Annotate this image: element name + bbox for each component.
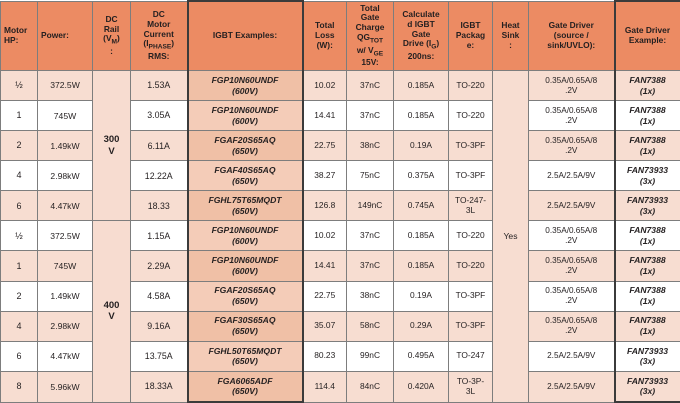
column-header-gate-drive-current: Calculate d IGBT Gate Drive $(I_G)$ 200ns: [394, 1, 449, 71]
cell-power: 2.98kW [38, 161, 93, 191]
cell-motor-hp: 2 [1, 131, 38, 161]
cell-total-loss: 80.23 [303, 341, 347, 371]
cell-igbt-package: TO-220 [449, 251, 493, 281]
cell-total-loss: 14.41 [303, 101, 347, 131]
cell-gate-driver-example: FAN7388 (1x) [615, 101, 680, 131]
cell-total-gate-charge: 149nC [347, 191, 394, 221]
cell-motor-hp: 8 [1, 371, 38, 402]
cell-gate-driver-example: FAN7388 (1x) [615, 131, 680, 161]
cell-motor-hp: 6 [1, 341, 38, 371]
cell-power: 4.47kW [38, 191, 93, 221]
cell-igbt-example: FGA6065ADF (650V) [188, 371, 303, 402]
cell-gate-driver-example: FAN73933 (3x) [615, 191, 680, 221]
cell-gate-driver: 2.5A/2.5A/9V [529, 191, 615, 221]
cell-total-loss: 14.41 [303, 251, 347, 281]
cell-gate-driver-example: FAN73933 (3x) [615, 341, 680, 371]
table-row [1, 71, 680, 101]
cell-gate-driver: 0.35A/0.65A/8 .2V [529, 281, 615, 311]
cell-total-loss: 126.8 [303, 191, 347, 221]
cell-gate-drive-current: 0.420A [394, 371, 449, 402]
table-body [1, 71, 680, 403]
cell-total-gate-charge: 38nC [347, 281, 394, 311]
cell-igbt-package: TO-3PF [449, 131, 493, 161]
cell-dc-motor-current: 1.53A [131, 71, 188, 101]
cell-igbt-package: TO-220 [449, 221, 493, 251]
cell-igbt-package: TO-3P- 3L [449, 371, 493, 402]
cell-gate-drive-current: 0.19A [394, 131, 449, 161]
cell-gate-driver-example: FAN7388 (1x) [615, 71, 680, 101]
cell-igbt-example: FGAF20S65AQ (650V) [188, 131, 303, 161]
cell-power: 5.96kW [38, 371, 93, 402]
cell-gate-drive-current: 0.375A [394, 161, 449, 191]
cell-igbt-example: FGAF30S65AQ (650V) [188, 311, 303, 341]
column-header-motor-hp: Motor HP: [1, 1, 38, 71]
cell-dc-motor-current: 1.15A [131, 221, 188, 251]
cell-total-gate-charge: 38nC [347, 131, 394, 161]
cell-gate-driver-example: FAN7388 (1x) [615, 311, 680, 341]
column-header-gate-driver-example: Gate Driver Example: [615, 1, 680, 71]
column-header-dc-rail: DC Rail $(V_M)$ : [93, 1, 131, 71]
cell-igbt-example: FGP10N60UNDF (600V) [188, 101, 303, 131]
cell-dc-motor-current: 3.05A [131, 101, 188, 131]
column-header-igbt-examples: IGBT Examples: [188, 1, 303, 71]
cell-total-loss: 114.4 [303, 371, 347, 402]
column-header-power: Power: [38, 1, 93, 71]
cell-power: 2.98kW [38, 311, 93, 341]
cell-gate-driver: 2.5A/2.5A/9V [529, 341, 615, 371]
column-header-total-loss: Total Loss (W): [303, 1, 347, 71]
cell-motor-hp: 6 [1, 191, 38, 221]
cell-dc-motor-current: 4.58A [131, 281, 188, 311]
cell-igbt-example: FGHL75T65MQDT (650V) [188, 191, 303, 221]
cell-igbt-example: FGP10N60UNDF (600V) [188, 251, 303, 281]
cell-igbt-example: FGP10N60UNDF (600V) [188, 71, 303, 101]
column-header-igbt-package: IGBT Packag e: [449, 1, 493, 71]
cell-gate-driver: 0.35A/0.65A/8 .2V [529, 101, 615, 131]
cell-gate-driver: 2.5A/2.5A/9V [529, 371, 615, 402]
cell-igbt-example: FGAF40S65AQ (650V) [188, 161, 303, 191]
cell-motor-hp: 1 [1, 251, 38, 281]
cell-total-gate-charge: 37nC [347, 221, 394, 251]
cell-dc-motor-current: 12.22A [131, 161, 188, 191]
cell-total-loss: 35.07 [303, 311, 347, 341]
cell-gate-drive-current: 0.185A [394, 251, 449, 281]
cell-heat-sink: Yes [493, 71, 529, 403]
cell-total-gate-charge: 84nC [347, 371, 394, 402]
cell-total-loss: 10.02 [303, 221, 347, 251]
cell-gate-drive-current: 0.745A [394, 191, 449, 221]
cell-gate-drive-current: 0.185A [394, 71, 449, 101]
cell-igbt-package: TO-3PF [449, 161, 493, 191]
cell-total-loss: 22.75 [303, 131, 347, 161]
cell-igbt-example: FGP10N60UNDF (600V) [188, 221, 303, 251]
cell-motor-hp: 2 [1, 281, 38, 311]
cell-gate-drive-current: 0.185A [394, 221, 449, 251]
cell-igbt-package: TO-3PF [449, 311, 493, 341]
cell-total-loss: 22.75 [303, 281, 347, 311]
cell-total-loss: 38.27 [303, 161, 347, 191]
cell-gate-driver: 0.35A/0.65A/8 .2V [529, 131, 615, 161]
cell-power: 745W [38, 251, 93, 281]
cell-dc-motor-current: 13.75A [131, 341, 188, 371]
cell-dc-motor-current: 18.33 [131, 191, 188, 221]
cell-igbt-package: TO-247- 3L [449, 191, 493, 221]
cell-power: 372.5W [38, 221, 93, 251]
cell-gate-driver-example: FAN7388 (1x) [615, 281, 680, 311]
cell-motor-hp: 1 [1, 101, 38, 131]
column-header-gate-driver: Gate Driver (source / sink/UVLO): [529, 1, 615, 71]
column-header-total-gate-charge: Total Gate Charge $QG_{TOT}$ w/ $V_{GE}$ 15V: [347, 1, 394, 71]
cell-gate-driver-example: FAN7388 (1x) [615, 251, 680, 281]
cell-dc-rail: 300 V [93, 71, 131, 221]
cell-power: 1.49kW [38, 131, 93, 161]
cell-dc-rail: 400 V [93, 221, 131, 402]
cell-total-gate-charge: 99nC [347, 341, 394, 371]
cell-dc-motor-current: 6.11A [131, 131, 188, 161]
cell-gate-driver-example: FAN73933 (3x) [615, 371, 680, 402]
column-header-dc-motor-current: DC Motor Current $(I_{PHASE})$ RMS: [131, 1, 188, 71]
cell-motor-hp: ½ [1, 71, 38, 101]
cell-gate-driver: 0.35A/0.65A/8 .2V [529, 251, 615, 281]
cell-motor-hp: 4 [1, 311, 38, 341]
table-header [1, 1, 680, 71]
cell-gate-driver-example: FAN73933 (3x) [615, 161, 680, 191]
header-row [1, 1, 680, 71]
cell-gate-driver: 0.35A/0.65A/8 .2V [529, 311, 615, 341]
cell-power: 745W [38, 101, 93, 131]
cell-gate-driver: 2.5A/2.5A/9V [529, 161, 615, 191]
cell-gate-drive-current: 0.19A [394, 281, 449, 311]
cell-dc-motor-current: 2.29A [131, 251, 188, 281]
cell-gate-driver-example: FAN7388 (1x) [615, 221, 680, 251]
cell-dc-motor-current: 18.33A [131, 371, 188, 402]
column-header-heat-sink: Heat Sink : [493, 1, 529, 71]
table-row [1, 221, 680, 251]
cell-igbt-package: TO-247 [449, 341, 493, 371]
cell-gate-drive-current: 0.29A [394, 311, 449, 341]
cell-igbt-example: FGAF20S65AQ (650V) [188, 281, 303, 311]
cell-igbt-example: FGHL50T65MQDT (650V) [188, 341, 303, 371]
cell-power: 4.47kW [38, 341, 93, 371]
cell-gate-drive-current: 0.495A [394, 341, 449, 371]
cell-total-gate-charge: 58nC [347, 311, 394, 341]
cell-gate-drive-current: 0.185A [394, 101, 449, 131]
cell-total-loss: 10.02 [303, 71, 347, 101]
cell-igbt-package: TO-220 [449, 101, 493, 131]
cell-total-gate-charge: 37nC [347, 101, 394, 131]
cell-igbt-package: TO-3PF [449, 281, 493, 311]
cell-total-gate-charge: 37nC [347, 71, 394, 101]
cell-gate-driver: 0.35A/0.65A/8 .2V [529, 221, 615, 251]
cell-motor-hp: 4 [1, 161, 38, 191]
cell-motor-hp: ½ [1, 221, 38, 251]
cell-dc-motor-current: 9.16A [131, 311, 188, 341]
cell-total-gate-charge: 75nC [347, 161, 394, 191]
cell-power: 372.5W [38, 71, 93, 101]
cell-igbt-package: TO-220 [449, 71, 493, 101]
cell-total-gate-charge: 37nC [347, 251, 394, 281]
cell-gate-driver: 0.35A/0.65A/8 .2V [529, 71, 615, 101]
cell-power: 1.49kW [38, 281, 93, 311]
